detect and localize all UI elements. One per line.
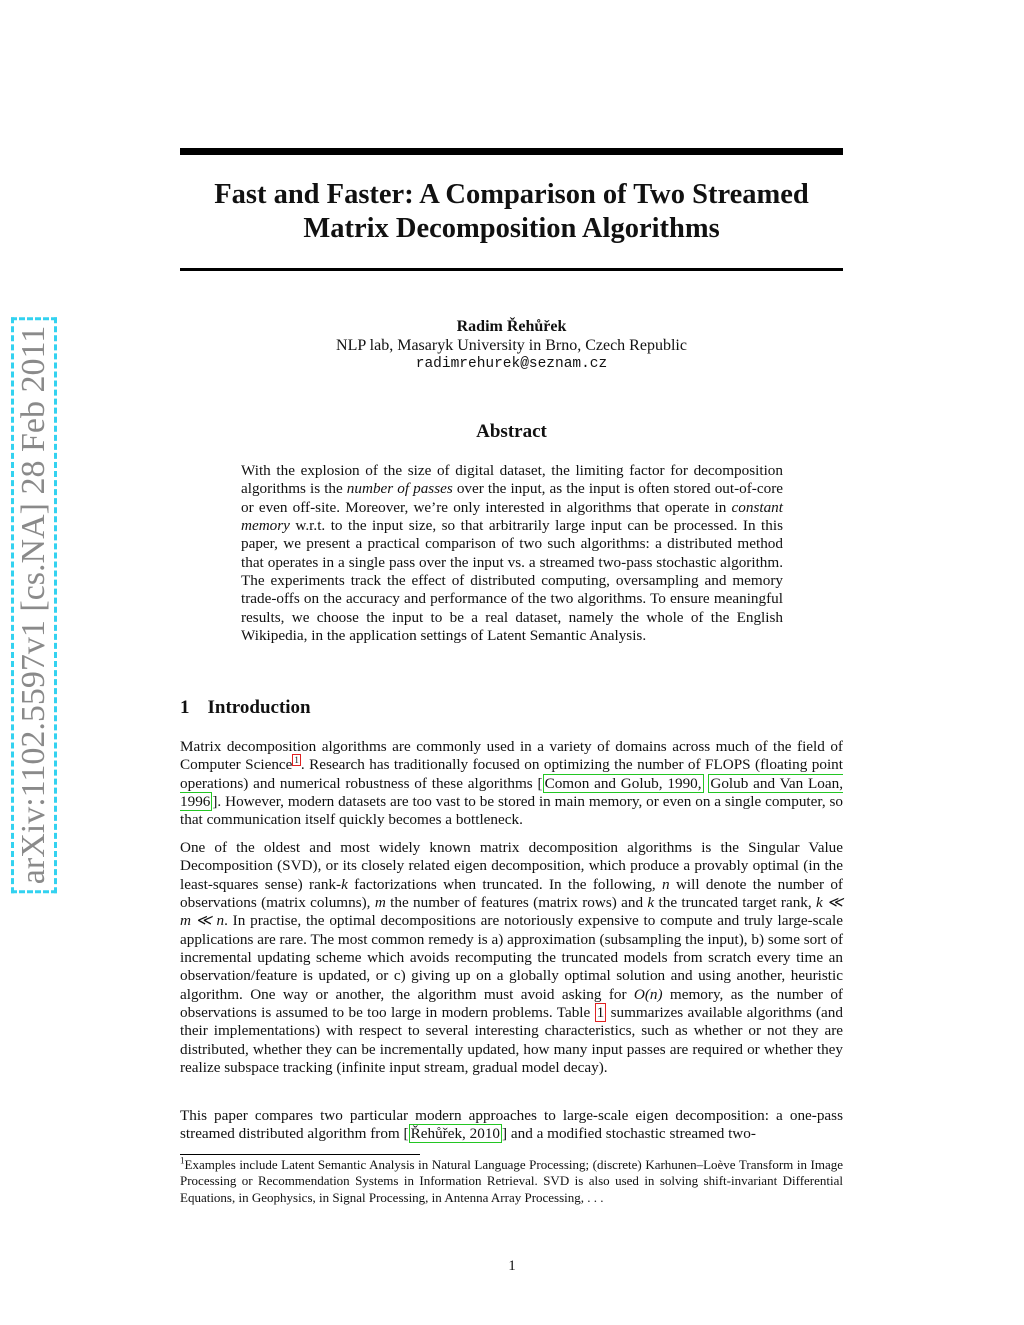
author-affiliation: NLP lab, Masaryk University in Brno, Czech Republic xyxy=(336,337,687,354)
math-inequality: k ≪ m ≪ n xyxy=(180,894,844,930)
title-line-1: Fast and Faster: A Comparison of Two Streamed xyxy=(214,179,809,210)
math-big-o: O(n) xyxy=(633,985,663,1003)
text-run: memory, as the number of observations is assumed to be too large in modern problems. Table xyxy=(180,985,843,1022)
abstract-heading: Abstract xyxy=(476,421,547,442)
title-top-rule xyxy=(180,148,843,155)
text-run: will denote the number of observations (matrix columns), xyxy=(180,875,843,912)
math-symbol: n xyxy=(662,875,670,893)
paper-title xyxy=(180,178,843,246)
text-run: ]. However, modern datasets are too vast to be stored in main memory, or even on a single computer, so that communication itself quickly becomes a bottleneck. xyxy=(180,793,843,829)
math-symbol: m xyxy=(374,894,386,912)
text-run: Matrix decomposition algorithms are commonly used in a variety of domains across much of the field of Computer Science xyxy=(180,738,843,774)
footnote-text: Examples include Latent Semantic Analysis in Natural Language Processing; (discrete) Karhunen–Loève Transform in Image Processing or Recommendation Systems in Information Retrieval. SVD is also used in solving shift-invariant Differential Equations, in Geophysics, in Signal Processing, in Antenna Array Processing, . . . xyxy=(180,1157,843,1205)
citation-link[interactable]: Řehůřek, 2010 xyxy=(410,1125,501,1143)
footnote-mark: 1 xyxy=(180,1155,185,1166)
footnote xyxy=(180,1157,843,1206)
title-bottom-rule xyxy=(180,268,843,271)
abstract-part: over the input, as the input is often stored out-of-core or even off-site. Moreover, we’re only interested in algorithms that operate in xyxy=(241,480,784,516)
citation-link[interactable]: Golub and Van Loan, 1996 xyxy=(180,774,844,811)
text-run: summarizes available algorithms (and their implementations) with respect to several interesting characteristics, such as whether or not they are distributed, whether they can be incrementally updated, how many input passes are required or whether they realize subspace tracking (infinite input stream, gradual model decay). xyxy=(180,1004,843,1077)
math-symbol: k xyxy=(341,875,348,893)
text-run: the number of features (matrix rows) and xyxy=(385,894,648,912)
text-run: This paper compares two particular modern approaches to large-scale eigen decomposition: a one-pass streamed distributed algorithm from [ xyxy=(180,1107,843,1143)
text-run: the truncated target rank, xyxy=(654,894,817,912)
abstract-emphasis: number of passes xyxy=(346,480,453,498)
footnote-rule xyxy=(180,1154,420,1155)
text-run: . In practise, the optimal decompositions are notoriously expensive to compute and truly large-scale applications are rare. The most common remedy is a) approximation (subsampling the input), b) some sort of incremental updating scheme which avoids recomputing the truncated models from scratch every time an observation/feature is updated, or c) giving up on a globally optimal solution and using another, heuristic algorithm. One way or another, the algorithm must avoid asking for xyxy=(180,912,843,1003)
author-block xyxy=(180,317,843,374)
title-line-2: Matrix Decomposition Algorithms xyxy=(303,213,720,244)
citation-link[interactable]: Comon and Golub, 1990, xyxy=(544,774,702,792)
author-email[interactable]: radimrehurek@seznam.cz xyxy=(415,356,608,372)
author-name: Radim Řehůřek xyxy=(456,318,567,335)
text-run: . Research has traditionally focused on optimizing the number of FLOPS (floating point operations) and numerical robustness of these algorithms [ xyxy=(180,756,843,792)
math-symbol: k xyxy=(647,894,655,912)
text-run: One of the oldest and most widely known matrix decomposition algorithms is the Singular Value Decomposition (SVD), or its closely related eigen decomposition, which produce a provably optimal (in the least-squares sense) rank- xyxy=(180,839,843,893)
arxiv-id[interactable]: arXiv:1102.5597v1 [cs.NA] 28 Feb 2011 xyxy=(11,317,57,893)
table-ref-link[interactable]: 1 xyxy=(596,1004,605,1022)
intro-paragraph-3 xyxy=(180,1107,843,1144)
intro-paragraph-2 xyxy=(180,839,843,1077)
section-title: Introduction xyxy=(207,697,311,718)
footnote-link[interactable]: 1 xyxy=(294,755,299,766)
abstract-emphasis: constant memory xyxy=(241,498,783,535)
abstract-text xyxy=(241,462,783,645)
text-run: ] and a modified stochastic streamed two- xyxy=(502,1125,756,1143)
page-number: 1 xyxy=(508,1258,516,1274)
abstract-part: w.r.t. to the input size, so that arbitrarily large input can be processed. In this paper, we present a practical comparison of two such algorithms: a distributed method that operates in a single pass over the input vs. a streamed two-pass stochastic algorithm. The experiments track the effect of distributed computing, oversampling and memory trade-offs on the accuracy and performance of the two algorithms. To ensure meaningful results, we choose the input to be a real dataset, namely the whole of the English Wikipedia, in the application settings of Latent Semantic Analysis. xyxy=(241,517,783,645)
section-number: 1 xyxy=(180,697,190,718)
intro-paragraph-1 xyxy=(180,738,843,830)
abstract-part: With the explosion of the size of digital dataset, the limiting factor for decomposition algorithms is the xyxy=(241,462,783,498)
section-heading xyxy=(180,697,311,719)
text-run: factorizations when truncated. In the following, xyxy=(347,875,663,893)
